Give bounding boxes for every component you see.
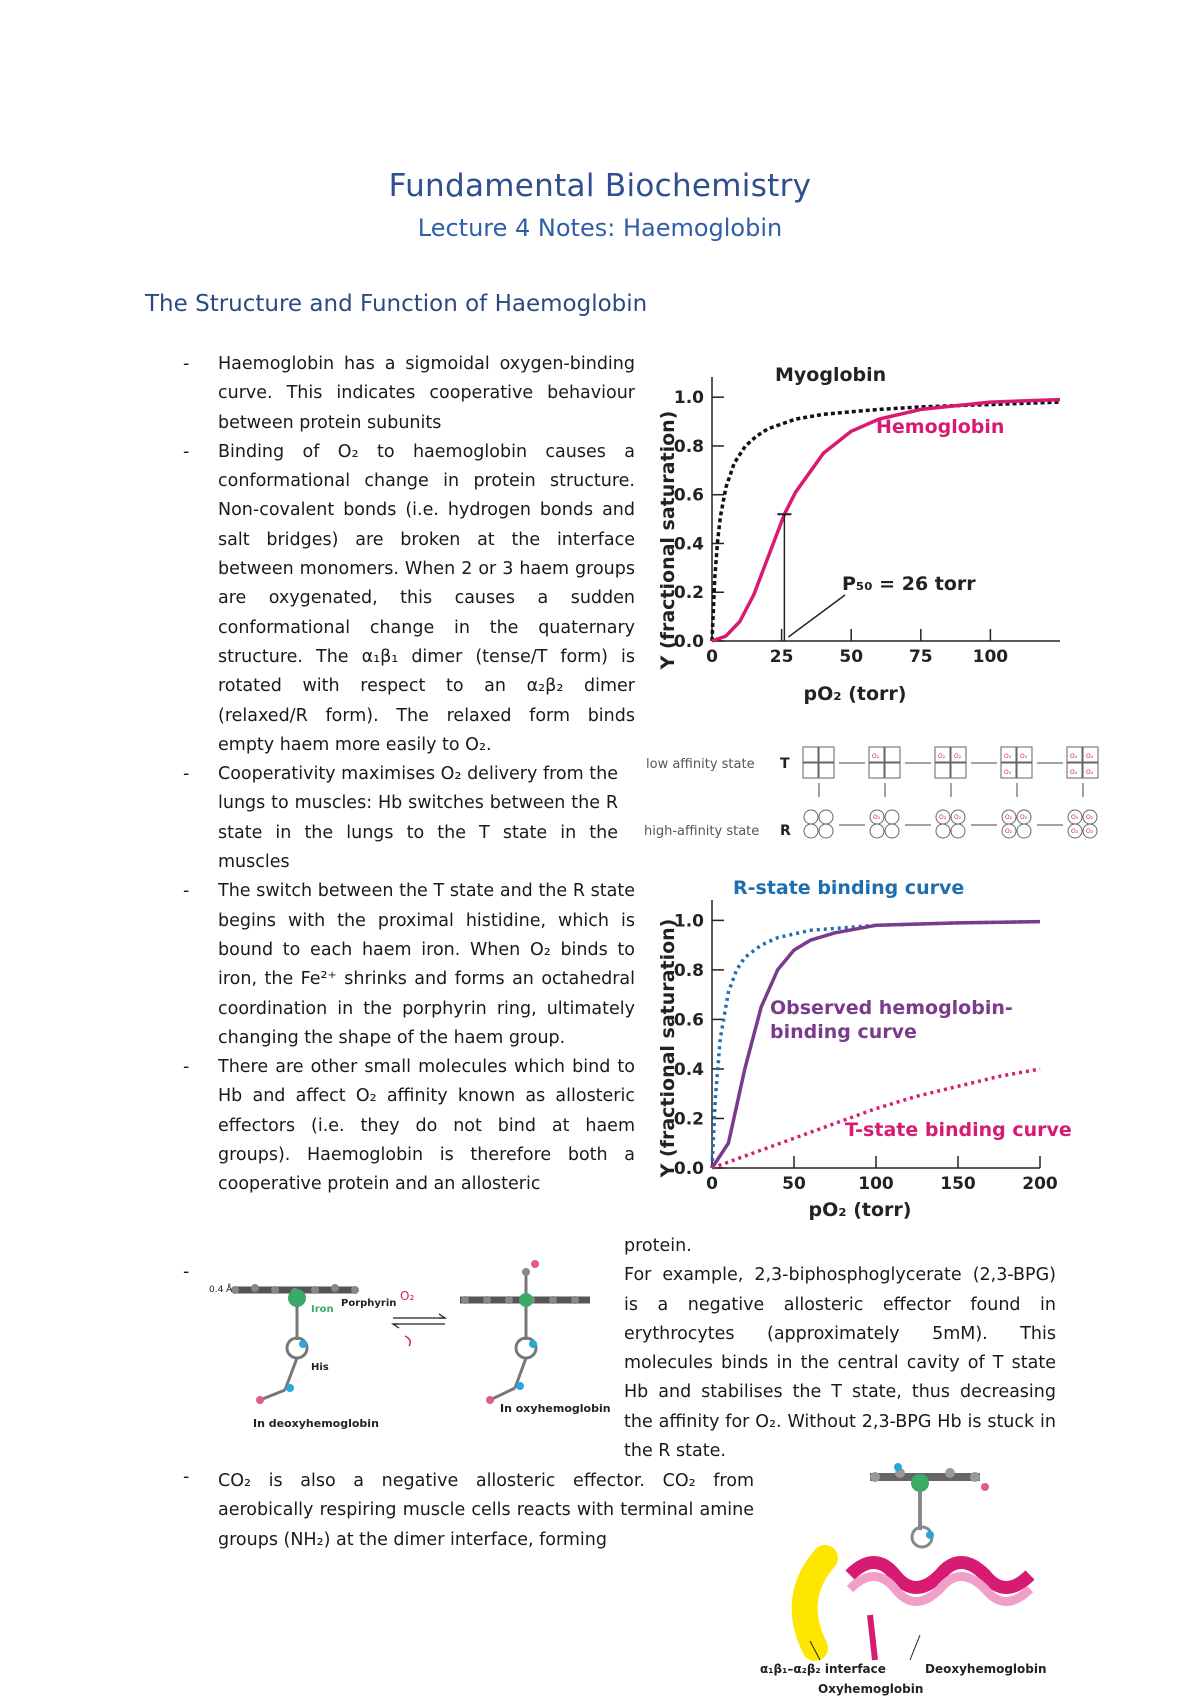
t-subunit [1017, 763, 1032, 778]
r-subunit [936, 824, 950, 838]
x-tick-label: 25 [769, 647, 794, 667]
bullet-dash: - [183, 354, 190, 374]
iron-atom [288, 1289, 306, 1307]
bullet-dash: - [183, 441, 190, 462]
r-subunit [951, 824, 965, 838]
r-subunit [885, 810, 899, 824]
bullet-text: There are other small molecules which bind to Hb and affect O₂ affinity known as allosteric effectors (i.e. they do not bind at haem groups). Haemoglobin is therefore both a cooperative protein and an allosteric [218, 1057, 635, 1195]
r-state-label: R [780, 823, 791, 839]
bullet-dash: - [183, 881, 190, 902]
distance-label: 0.4 Å [209, 1285, 233, 1295]
y-axis-label: Y (fractional saturation) [657, 918, 679, 1178]
bullet-dash: - [183, 764, 190, 785]
list-item [183, 877, 635, 1053]
oxy-caption: In oxyhemoglobin [500, 1402, 611, 1415]
t-subunit [885, 747, 900, 762]
t-subunit [819, 763, 834, 778]
y-tick-label: 0.2 [673, 583, 704, 604]
legend-t-state: T-state binding curve [845, 1119, 1072, 1141]
legend-myoglobin: Myoglobin [775, 364, 887, 386]
section-heading: The Structure and Function of Haemoglobin [145, 291, 648, 317]
document-subtitle: Lecture 4 Notes: Haemoglobin [417, 214, 783, 242]
oxy-label: Oxyhemoglobin [818, 1682, 924, 1696]
deoxy-label: Deoxyhemoglobin [925, 1662, 1047, 1676]
tr-state-diagram [640, 735, 1094, 850]
bullet-text: The switch between the T state and the R state begins with the proximal histidine, which is bound to each haem iron. When O₂ binds to iron, the Fe²⁺ shrinks and forms an octahedral coordination in the porphyrin ring, ultimately changing the shape of the haem group. [218, 881, 635, 1048]
r-subunit [804, 824, 818, 838]
y-tick-label: 0.6 [673, 485, 704, 506]
bullet-text: Binding of O₂ to haemoglobin causes a conformational change in protein structure. Non-covalent bonds (i.e. hydrogen bonds and salt bridges) are broken at the interface between monomers. When 2 or 3 haem groups are oxygenated, this causes a sudden conformational change in the quaternary structure. The α₁β₁ dimer (tense/T form) is rotated with respect to an α₂β₂ dimer (relaxed/R form). The relaxed form binds empty haem more easily to O₂. [218, 441, 635, 755]
o2-mark: O₂ [873, 814, 881, 821]
alpha-helix [850, 1563, 1030, 1661]
oxy-porphyrin [460, 1260, 590, 1404]
oxygen-binding-chart [640, 355, 1070, 725]
p50-pointer [788, 595, 845, 637]
legend-observed: Observed hemoglobin- [770, 997, 1013, 1019]
y-axis-label: Y (fractional saturation) [657, 410, 679, 670]
t-subunit [935, 763, 950, 778]
his-label: His [311, 1362, 329, 1373]
o2-mark: O₂ [1071, 814, 1079, 821]
o2-mark: O₂ [1004, 753, 1012, 760]
continued-text [624, 1232, 1056, 1466]
rt-binding-chart [640, 868, 1070, 1228]
deoxy-porphyrin [231, 1284, 359, 1404]
t-subunit [885, 763, 900, 778]
bullet-list [183, 350, 635, 1200]
legend-r-state: R-state binding curve [733, 877, 965, 899]
o2-mark: O₂ [1086, 814, 1094, 821]
last-bullet-text: CO₂ is also a negative allosteric effector. CO₂ from aerobically respiring muscle cells reacts with terminal amine groups (NH₂) at the dimer interface, forming [218, 1471, 754, 1550]
o2-mark: O₂ [1005, 828, 1013, 835]
o2-mark: O₂ [939, 814, 947, 821]
o2-mark: O₂ [1086, 769, 1094, 776]
y-tick-label: 1.0 [673, 388, 704, 409]
legend-observed-2: binding curve [770, 1021, 917, 1043]
document-title: Fundamental Biochemistry [388, 168, 812, 204]
legend-hemoglobin: Hemoglobin [876, 416, 1005, 438]
deoxy-caption: In deoxyhemoglobin [253, 1417, 379, 1430]
o2-release-icon [405, 1336, 410, 1346]
o2-label: O₂ [400, 1289, 415, 1303]
r-subunit [1017, 824, 1031, 838]
y-tick-label: 0.8 [673, 436, 704, 457]
bullet-text: Haemoglobin has a sigmoidal oxygen-binding curve. This indicates cooperative behaviour between protein subunits [218, 354, 635, 433]
interface-label: α₁β₁–α₂β₂ interface [760, 1662, 886, 1676]
r-subunit [819, 824, 833, 838]
r-subunit [819, 810, 833, 824]
iron-atom [519, 1293, 533, 1307]
o2-mark: O₂ [1020, 753, 1028, 760]
x-tick-label: 50 [839, 647, 864, 667]
x-tick-label: 0 [706, 1174, 718, 1194]
x-tick-label: 150 [940, 1174, 976, 1194]
o2-mark: O₂ [938, 753, 946, 760]
r-subunit [870, 824, 884, 838]
x-tick-label: 75 [908, 647, 933, 667]
y-tick-label: 0.2 [673, 1109, 704, 1130]
y-tick-label: 0.0 [673, 632, 704, 652]
list-item [183, 350, 635, 438]
o2-mark: O₂ [1071, 828, 1079, 835]
x-tick-label: 0 [706, 647, 718, 667]
haem-group [870, 1463, 989, 1547]
r-subunit [804, 810, 818, 824]
list-item [183, 760, 618, 877]
p50-annotation: P₅₀ = 26 torr [842, 573, 976, 595]
interface-shape [805, 1558, 825, 1648]
t-subunit [819, 747, 834, 762]
o2-mark: O₂ [1086, 753, 1094, 760]
o2-mark: O₂ [1020, 814, 1028, 821]
o2-mark: O₂ [1086, 828, 1094, 835]
o2-mark: O₂ [1070, 769, 1078, 776]
o2-mark: O₂ [1004, 769, 1012, 776]
o2-mark: O₂ [1070, 753, 1078, 760]
bullet-dash: - [183, 1262, 190, 1282]
r-subunit [885, 824, 899, 838]
iron-label: Iron [311, 1304, 334, 1315]
list-item [183, 1053, 635, 1199]
high-affinity-label: high-affinity state [644, 824, 760, 839]
x-axis-label: pO₂ (torr) [803, 683, 907, 705]
x-tick-label: 200 [1022, 1174, 1058, 1194]
bullet-dash: - [183, 1467, 190, 1487]
porphyrin-label: Porphyrin [341, 1298, 397, 1309]
continued-paragraph: For example, 2,3-biphosphoglycerate (2,3-BPG) is a negative allosteric effector found in erythrocytes (approximately 5mM). This molecules binds in the central cavity of T state Hb and stabilises the T state, thus decreasing the affinity for O₂. Without 2,3-BPG Hb is stuck in the R state. [624, 1265, 1056, 1462]
helix-interface-figure [760, 1455, 1080, 1698]
x-tick-label: 100 [972, 647, 1009, 667]
bullet-dash: - [183, 1057, 190, 1078]
bullet-text: Cooperativity maximises O₂ delivery from the lungs to muscles: Hb switches between the R state in the lungs to the T state in the muscles [218, 764, 618, 873]
t-state-label: T [780, 756, 790, 772]
o2-mark: O₂ [872, 753, 880, 760]
t-subunit [803, 763, 818, 778]
list-item [183, 438, 635, 760]
continued-line: protein. [624, 1236, 692, 1256]
o2-mark: O₂ [954, 753, 962, 760]
y-tick-label: 0.8 [673, 960, 704, 981]
y-tick-label: 0.4 [673, 1059, 704, 1080]
o2-mark: O₂ [954, 814, 962, 821]
x-tick-label: 100 [858, 1174, 894, 1194]
x-tick-label: 50 [782, 1174, 806, 1194]
haem-structure-figure [209, 1260, 615, 1435]
x-axis-label: pO₂ (torr) [808, 1199, 912, 1221]
y-tick-label: 0.4 [673, 534, 704, 555]
y-tick-label: 0.0 [673, 1159, 704, 1179]
t-subunit [803, 747, 818, 762]
t-subunit [951, 763, 966, 778]
o2-mark: O₂ [1005, 814, 1013, 821]
y-tick-label: 0.6 [673, 1010, 704, 1031]
y-tick-label: 1.0 [673, 911, 704, 932]
t-subunit [869, 763, 884, 778]
low-affinity-label: low affinity state [646, 757, 755, 772]
